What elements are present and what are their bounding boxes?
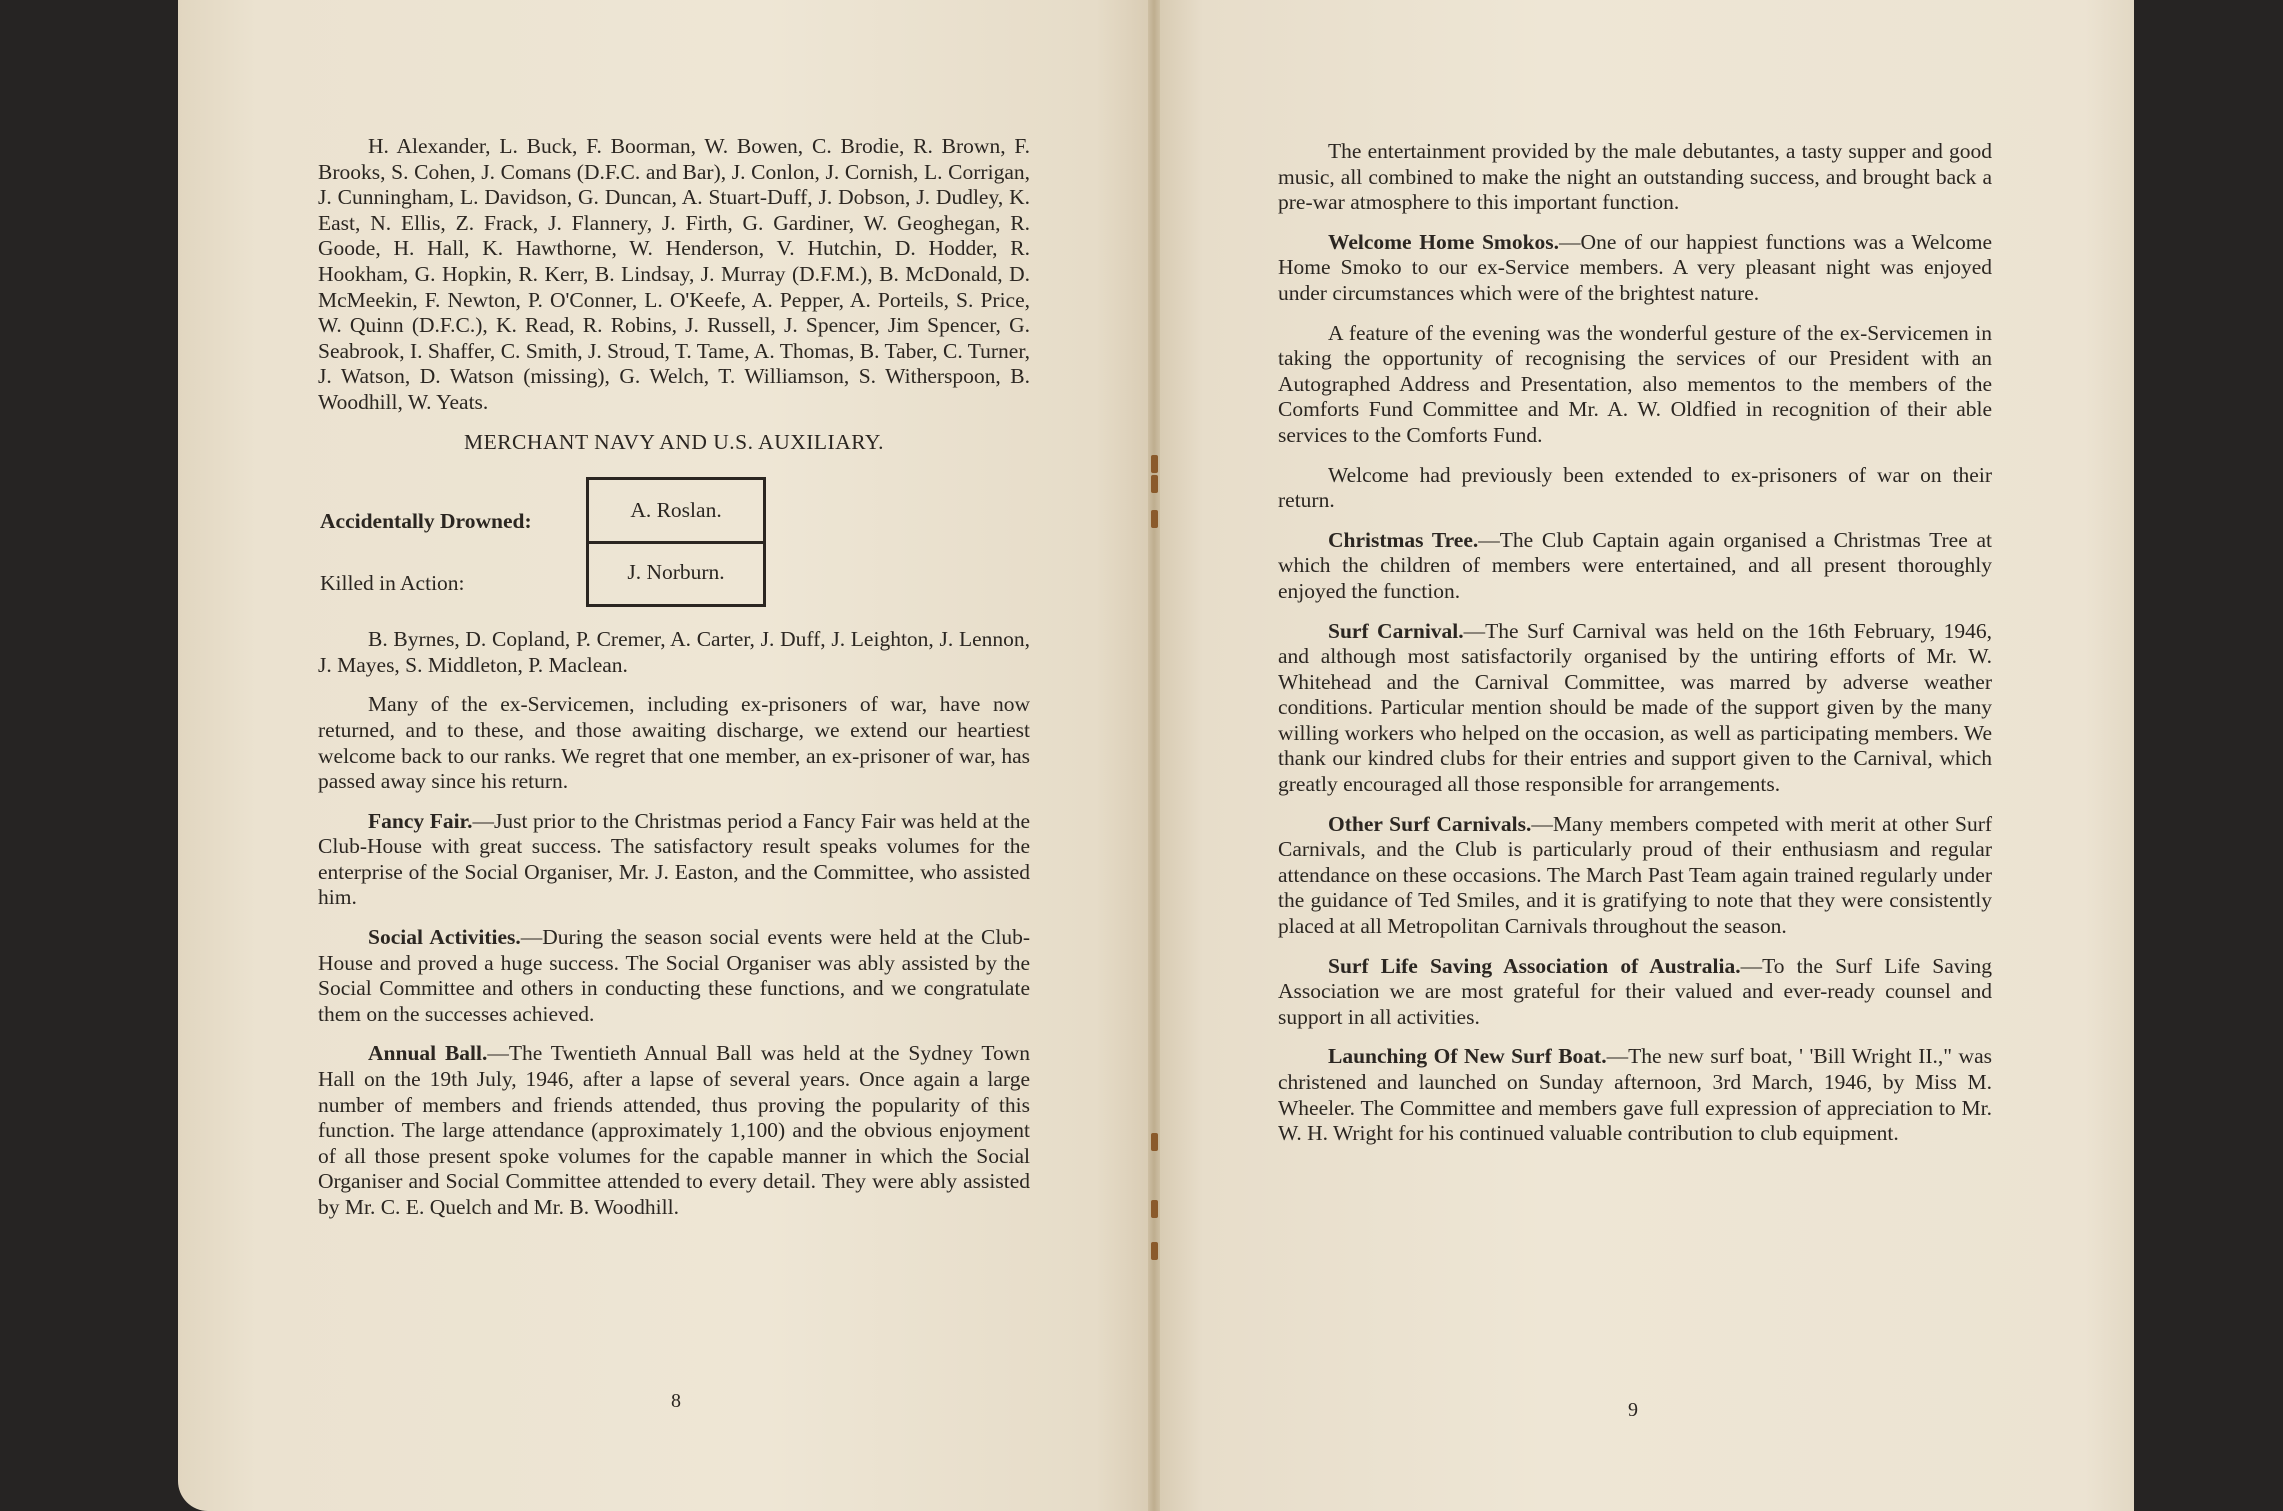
paragraph-other-carnivals xyxy=(1278,812,1992,940)
staple-mark xyxy=(1151,510,1158,528)
heading-welcome-home: Welcome Home Smokos. xyxy=(1328,229,1560,254)
paragraph-annual-ball xyxy=(318,1041,1030,1220)
casualty-box xyxy=(586,477,766,607)
staple-mark xyxy=(1151,1133,1158,1151)
killed-label: Killed in Action: xyxy=(320,571,465,596)
paragraph-new-boat xyxy=(1278,1044,1992,1146)
staple-mark xyxy=(1151,1242,1158,1260)
left-page-text xyxy=(318,134,1030,1235)
heading-christmas-tree: Christmas Tree. xyxy=(1328,527,1479,552)
box-divider xyxy=(589,541,763,544)
staple-mark xyxy=(1151,455,1158,473)
drowned-label: Accidentally Drowned: xyxy=(320,509,532,534)
paragraph-welcome-prisoners: Welcome had previously been extended to ex-prisoners of war on their return. xyxy=(1278,462,1992,513)
page-number-right: 9 xyxy=(1628,1399,1638,1421)
text-slsa: —To the Surf Life Saving Association we are most grateful for their valued and ever-ready counsel and support in all activities. xyxy=(1278,953,1992,1029)
names-list-2: B. Byrnes, D. Copland, P. Cremer, A. Carter, J. Duff, J. Leighton, J. Lennon, J. Mayes, S. Middleton, P. Maclean. xyxy=(318,627,1030,677)
heading-fancy-fair: Fancy Fair. xyxy=(368,808,473,833)
drowned-name: A. Roslan. xyxy=(630,498,722,523)
text-surf-carnival: —The Surf Carnival was held on the 16th February, 1946, and although most satisfactorily organised by the untiring efforts of Mr. W. Whitehead and the Carnival Committee, was marred by adverse weather conditions. Particular mention should be made of the support given by the many willing workers who helped on the occasion, as well as participating members. We thank our kindred clubs for their entries and support given to the Carnival, which greatly encouraged all those responsible for arrangements. xyxy=(1278,618,1992,797)
paragraph-surf-carnival xyxy=(1278,619,1992,798)
right-page-text xyxy=(1278,139,1992,1161)
paragraph-slsa xyxy=(1278,954,1992,1031)
paragraph-social-activities xyxy=(318,925,1030,1027)
heading-annual-ball: Annual Ball. xyxy=(368,1041,488,1066)
text-christmas-tree: —The Club Captain again organised a Christmas Tree at which the children of members were entertained, and all present thoroughly enjoyed the function. xyxy=(1278,527,1992,603)
killed-name: J. Norburn. xyxy=(627,560,725,585)
casualty-table xyxy=(318,473,1030,613)
heading-slsa: Surf Life Saving Association of Australia. xyxy=(1328,953,1741,978)
paragraph-christmas-tree xyxy=(1278,528,1992,605)
text-new-boat: —The new surf boat, ' 'Bill Wright II.," was christened and launched on Sunday afternoon, 3rd March, 1946, by Miss M. Wheeler. The Committee and members gave full expression of appreciation to Mr. W. H. Wright for his continued valuable contribution to club equipment. xyxy=(1278,1044,1992,1146)
paragraph-fancy-fair xyxy=(318,809,1030,911)
heading-social-activities: Social Activities. xyxy=(368,925,521,950)
heading-surf-carnival: Surf Carnival. xyxy=(1328,618,1464,643)
text-annual-ball: —The Twentieth Annual Ball was held at the Sydney Town Hall on the 19th July, 1946, after a lapse of several years. Once again a large number of members and friends attended, thus proving the popularity of this function. The large attendance (approximately 1,100) and the obvious enjoyment of all those present spoke volumes for the capable manner in which the Social Organiser and Social Committee attended to every detail. They were ably assisted by Mr. C. E. Quelch and Mr. B. Woodhill. xyxy=(318,1041,1030,1219)
paragraph-welcome-home xyxy=(1278,230,1992,307)
section-heading: MERCHANT NAVY AND U.S. AUXILIARY. xyxy=(463,429,885,454)
text-welcome-home: —One of our happiest functions was a Welcome Home Smoko to our ex-Service members. A very pleasant night was enjoyed under circumstances which were of the brightest nature. xyxy=(1278,229,1992,305)
text-other-carnivals: —Many members competed with merit at other Surf Carnivals, and the Club is particularly proud of their enthusiasm and regular attendance on these occasions. The March Past Team again trained regularly under the guidance of Ted Smiles, and it is gratifying to note that they were consistently placed at all Metropolitan Carnivals throughout the season. xyxy=(1278,811,1993,939)
paragraph-feature: A feature of the evening was the wonderful gesture of the ex-Servicemen in taking the opportunity of recognising the services of our President with an Autographed Address and Presentation, also mementos to the members of the Comforts Fund Committee and Mr. A. W. Oldfied in recognition of their able services to the Comforts Fund. xyxy=(1278,320,1992,447)
names-list: H. Alexander, L. Buck, F. Boorman, W. Bowen, C. Brodie, R. Brown, F. Brooks, S. Cohen, J. Comans (D.F.C. and Bar), J. Conlon, J. Cornish, L. Corrigan, J. Cunningham, L. Davidson, G. Duncan, A. Stuart-Duff, J. Dobson, J. Dudley, K. East, N. Ellis, Z. Frack, J. Flannery, J. Firth, G. Gardiner, W. Geoghegan, R. Goode, H. Hall, K. Hawthorne, W. Henderson, V. Hutchin, D. Hodder, R. Hookham, G. Hopkin, R. Kerr, B. Lindsay, J. Murray (D.F.M.), B. McDonald, D. McMeekin, F. Newton, P. O'Conner, L. O'Keefe, A. Pepper, A. Porteils, S. Price, W. Quinn (D.F.C.), K. Read, R. Robins, J. Russell, J. Spencer, Jim Spencer, G. Seabrook, I. Shaffer, C. Smith, J. Stroud, T. Tame, A. Thomas, B. Taber, C. Turner, J. Watson, D. Watson (missing), G. Welch, T. Williamson, S. Witherspoon, B. Woodhill, W. Yeats. xyxy=(318,134,1030,414)
paragraph-entertainment: The entertainment provided by the male debutantes, a tasty supper and good music, all combined to make the night an outstanding success, and brought back a pre-war atmosphere to this important function. xyxy=(1278,139,1992,215)
text-social-activities: —During the season social events were held at the Club-House and proved a huge success. The Social Organiser was ably assisted by the Social Committee and others in conducting these functions, and we congratulate them on the successes achieved. xyxy=(318,925,1030,1026)
staple-mark xyxy=(1151,1200,1158,1218)
text-fancy-fair: —Just prior to the Christmas period a Fancy Fair was held at the Club-House with great success. The satisfactory result speaks volumes for the enterprise of the Social Organiser, Mr. J. Easton, and the Committee, who assisted him. xyxy=(318,808,1030,910)
heading-new-boat: Launching Of New Surf Boat. xyxy=(1328,1044,1607,1069)
book-gutter xyxy=(1148,0,1160,1511)
staple-mark xyxy=(1151,475,1158,493)
page-number-left: 8 xyxy=(671,1390,681,1412)
heading-other-carnivals: Other Surf Carnivals. xyxy=(1328,811,1532,836)
paragraph-returned: Many of the ex-Servicemen, including ex-prisoners of war, have now returned, and to these, and those awaiting discharge, we extend our heartiest welcome back to our ranks. We regret that one member, an ex-prisoner of war, has passed away since his return. xyxy=(318,692,1030,794)
